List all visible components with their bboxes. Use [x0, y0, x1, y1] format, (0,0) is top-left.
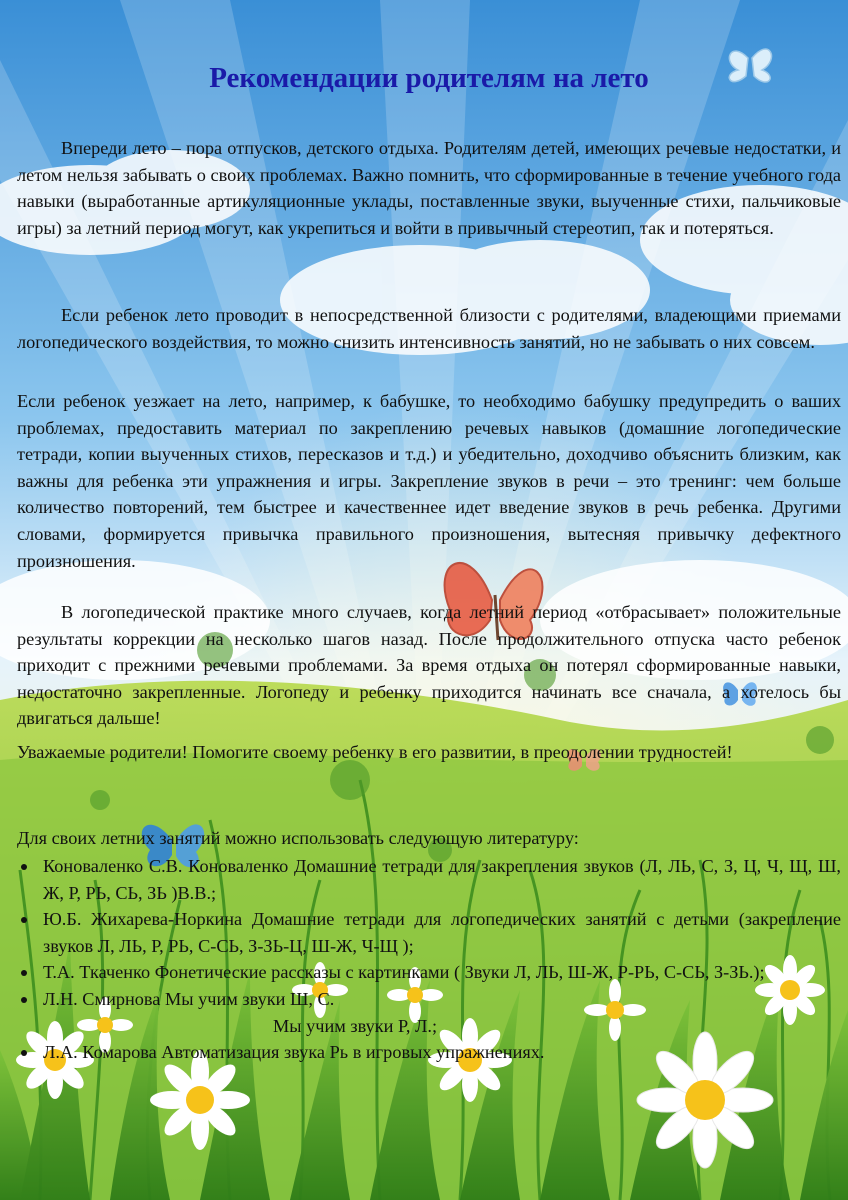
bullet-icon [21, 864, 27, 870]
list-item: Л.А. Комарова Автоматизация звука Рь в игровых упражнениях. [17, 1039, 841, 1066]
bullet-icon [21, 970, 27, 976]
list-item-subline: Мы учим звуки Р, Л.; [273, 1015, 438, 1036]
list-item: Л.Н. Смирнова Мы учим звуки Ш, С. Мы учим звуки Р, Л.; [17, 986, 841, 1039]
paragraph-practice: В логопедической практике много случаев, когда летний период «отбрасывает» положительные результаты коррекции на несколько шагов назад. После продолжительного отпуска часто ребенок приходит с прежними речевыми проблемами. За время отдыха он потерял сформированные навыки, недостаточно закрепленные. Логопеду и ребенку приходится начинать все сначала, а хотелось бы двигаться дальше! [17, 602, 841, 729]
literature-list [17, 853, 841, 1066]
page-title: Рекомендации родителям на лето [209, 62, 649, 94]
paragraph-intro: Впереди лето – пора отпусков, детского отдыха. Родителям детей, имеющих речевые недостатки, и летом нельзя забывать о своих проблемах. Важно помнить, что сформированные в течение учебного года навыки (выработанные артикуляционные уклады, поставленные звуки, выученные стихи, пальчиковые игры) за летний период могут, как укрепиться и войти в привычный стереотип, так и потеряться. [17, 138, 841, 238]
bullet-icon [21, 917, 27, 923]
bullet-icon [21, 1050, 27, 1056]
paragraph-literature-intro: Для своих летних занятий можно использовать следующую литературу: [17, 828, 579, 848]
list-item: Ю.Б. Жихарева-Норкина Домашние тетради для логопедических занятий с детьми (закрепление звуков Л, ЛЬ, Р, РЬ, С-СЬ, З-ЗЬ-Ц, Ш-Ж, Ч-Щ ); [17, 906, 841, 959]
document-body [17, 0, 841, 1200]
list-item: Коноваленко С.В. Коноваленко Домашние тетради для закрепления звуков (Л, ЛЬ, С, З, Ц, Ч, Щ, Ш, Ж, Р, РЬ, СЬ, ЗЬ )В.В.; [17, 853, 841, 906]
paragraph-parents-nearby: Если ребенок лето проводит в непосредственной близости с родителями, владеющими приемами логопедического воздействия, то можно снизить интенсивность занятий, но не забывать о них совсем. [17, 305, 841, 352]
paragraph-grandmother: Если ребенок уезжает на лето, например, к бабушке, то необходимо бабушку предупредить о ваших проблемах, предоставить материал по закреплению речевых навыков (домашние логопедические тетради, копии выученных стихов, пересказов и т.д.) и убедительно, доходчиво объяснить близким, как важны для ребенка эти упражнения и игры. Закрепление звуков в речи – это тренинг: чем больше количество повторений, тем быстрее и качественнее идет введение звуков в речь ребенка. Другими словами, формируется привычка правильного произношения, вытесняя привычку дефектного произношения. [17, 391, 841, 571]
paragraph-appeal: Уважаемые родители! Помогите своему ребенку в его развитии, в преодолении трудностей! [17, 742, 733, 762]
list-item: Т.А. Ткаченко Фонетические рассказы с картинками ( Звуки Л, ЛЬ, Ш-Ж, Р-РЬ, С-СЬ, З-ЗЬ.); [17, 959, 841, 986]
bullet-icon [21, 997, 27, 1003]
